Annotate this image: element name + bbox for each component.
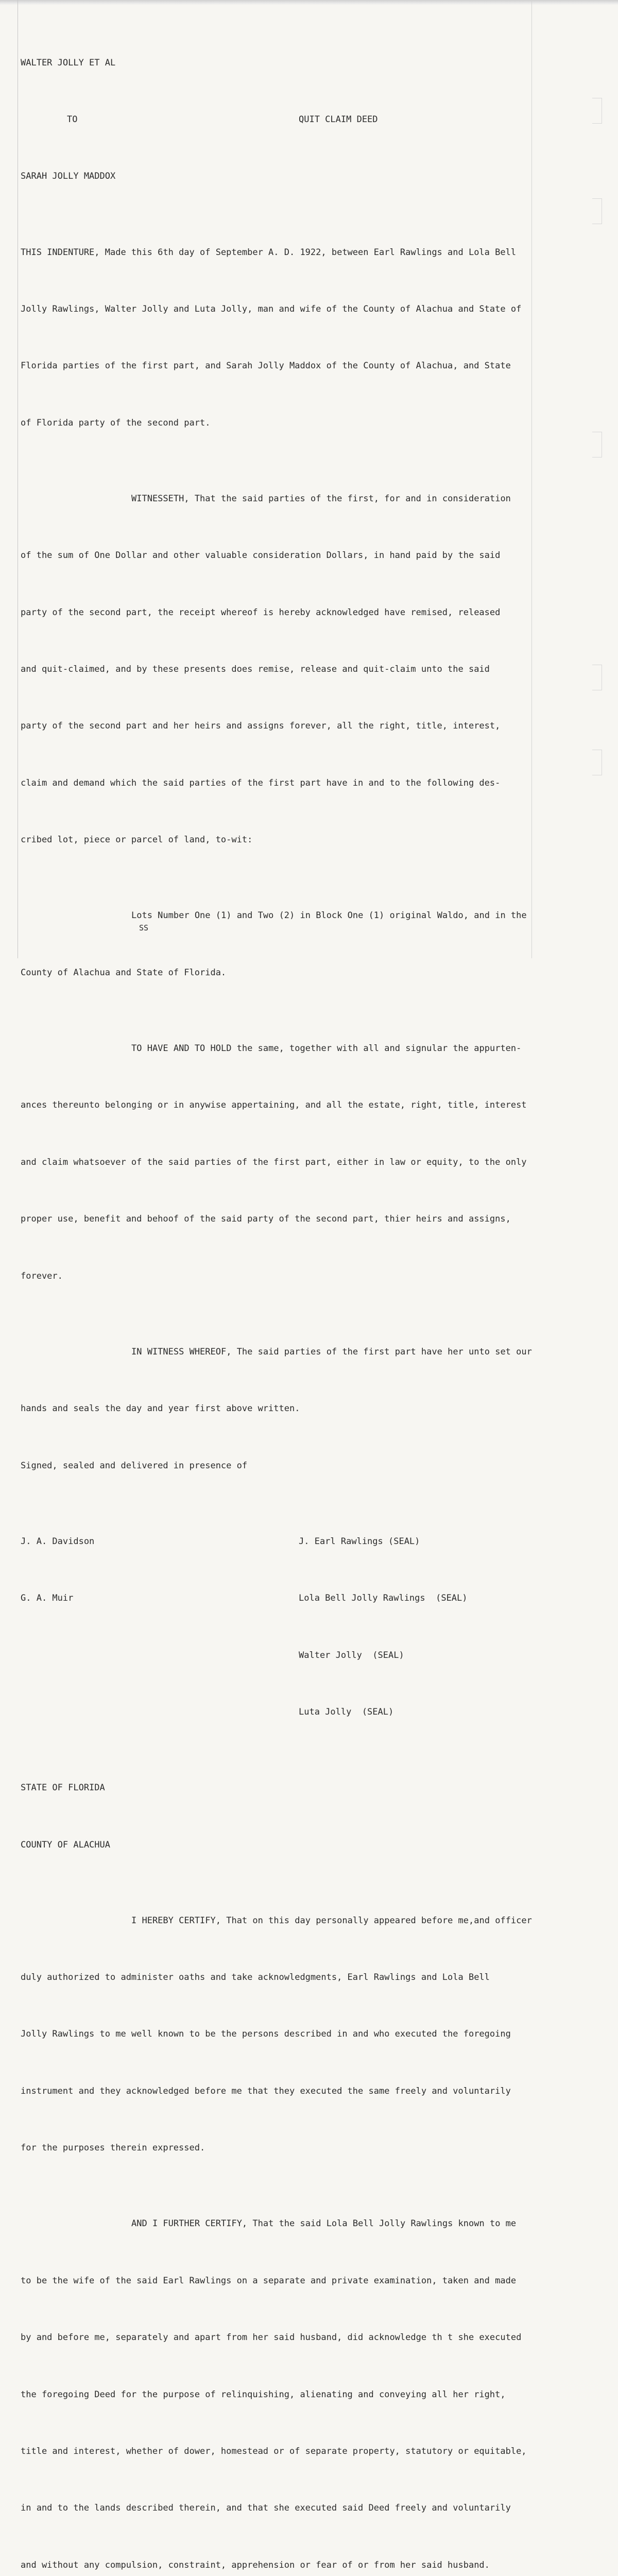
scan-top-edge [0,0,618,5]
certify-line: duly authorized to administer oaths and take acknowledgments, Earl Rawlings and Lola Bell [21,1972,490,1983]
witnesseth-line: party of the second part and her heirs and assigns forever, all the right, title, interest, [21,721,501,732]
witnesseth-line: of the sum of One Dollar and other valuable consideration Dollars, in hand paid by the said [21,550,501,561]
further-line: title and interest, whether of dower, homestead or of separate property, statutory or equitable, [21,2446,527,2456]
in-witness-line: hands and seals the day and year first above written. [21,1403,300,1414]
certify-line: Jolly Rawlings to me well known to be the persons described in and who executed the foregoing [21,2029,511,2040]
habendum-line: proper use, benefit and behoof of the said party of the second part, thier heirs and assigns, [21,1214,511,1225]
signatory-name: J. Earl Rawlings (SEAL) [299,1536,420,1547]
grantors-heading: WALTER JOLLY ET AL [21,57,116,68]
grantee-heading: SARAH JOLLY MADDOX [21,171,116,182]
certify-line: I HEREBY CERTIFY, That on this day personally appeared before me,and officer [131,1915,532,1926]
deed-type-title: QUIT CLAIM DEED [299,114,378,125]
witnesseth-line: party of the second part, the receipt whereof is hereby acknowledged have remised, released [21,607,501,618]
witnesseth-line: cribed lot, piece or parcel of land, to-wit: [21,835,253,845]
habendum-line: TO HAVE AND TO HOLD the same, together with all and signular the appurten- [131,1043,522,1054]
signature-row [21,1532,530,1551]
certify-line: instrument and they acknowledged before me that they executed the same freely and voluntarily [21,2086,511,2096]
lots-line: Lots Number One (1) and Two (2) in Block One (1) original Waldo, and in the [131,910,527,921]
ack-state: STATE OF FLORIDA [21,1783,105,1793]
further-line: in and to the lands described therein, and that she executed said Deed freely and voluntarily [21,2503,511,2514]
habendum-line: and claim whatsoever of the said parties of the first part, either in law or equity, to the only [21,1157,527,1167]
habendum-line: forever. [21,1270,63,1281]
witness-name: G. A. Muir [21,1593,74,1604]
margin-bracket [592,432,602,457]
further-line: by and before me, separately and apart from her said husband, did acknowledge th t she executed [21,2332,522,2343]
body-line: Florida parties of the first part, and Sarah Jolly Maddox of the County of Alachua, and State [21,361,511,371]
witness-name: J. A. Davidson [21,1536,95,1547]
signatory-name: Walter Jolly (SEAL) [299,1650,404,1660]
margin-bracket [592,198,602,224]
to-label: TO [67,114,78,125]
in-witness-line: IN WITNESS WHEREOF, The said parties of the first part have her unto set our [131,1346,532,1357]
lots-line: County of Alachua and State of Florida. [21,967,227,978]
witnesseth-line: WITNESSETH, That the said parties of the first, for and in consideration [131,493,511,504]
margin-bracket [592,98,602,124]
body-line: of Florida party of the second part. [21,417,211,428]
further-line: AND I FURTHER CERTIFY, That the said Lola Bell Jolly Rawlings known to me [131,2218,517,2229]
body-line: THIS INDENTURE, Made this 6th day of September A. D. 1922, between Earl Rawlings and Lola Bell [21,247,517,258]
body-line: Jolly Rawlings, Walter Jolly and Luta Jolly, man and wife of the County of Alachua and State of [21,303,522,314]
ack-county: COUNTY OF ALACHUA [21,1839,110,1850]
signature-row [21,1589,530,1608]
witnesseth-line: and quit-claimed, and by these presents does remise, release and quit-claim unto the said [21,664,490,675]
signed-line: Signed, sealed and delivered in presence of [21,1460,248,1471]
certify-line: for the purposes therein expressed. [21,2143,205,2154]
margin-bracket [592,750,602,775]
margin-bracket [592,665,602,690]
deed-page [21,15,530,2576]
ss-mark: SS [139,923,149,933]
to-heading-row [21,110,530,129]
further-line: to be the wife of the said Earl Rawlings on a separate and private examination, taken and made [21,2275,517,2286]
further-line: and without any compulsion, constraint, apprehension or fear of or from her said husband. [21,2560,490,2570]
witnesseth-line: claim and demand which the said parties of the first part have in and to the following des- [21,777,501,788]
signatory-name: Lola Bell Jolly Rawlings (SEAL) [299,1593,468,1604]
right-margin-rule [531,0,532,958]
further-line: the foregoing Deed for the purpose of relinquishing, alienating and conveying all her right, [21,2389,506,2400]
habendum-line: ances thereunto belonging or in anywise appertaining, and all the estate, right, title, interest [21,1100,527,1111]
signatory-name: Luta Jolly (SEAL) [299,1706,394,1717]
